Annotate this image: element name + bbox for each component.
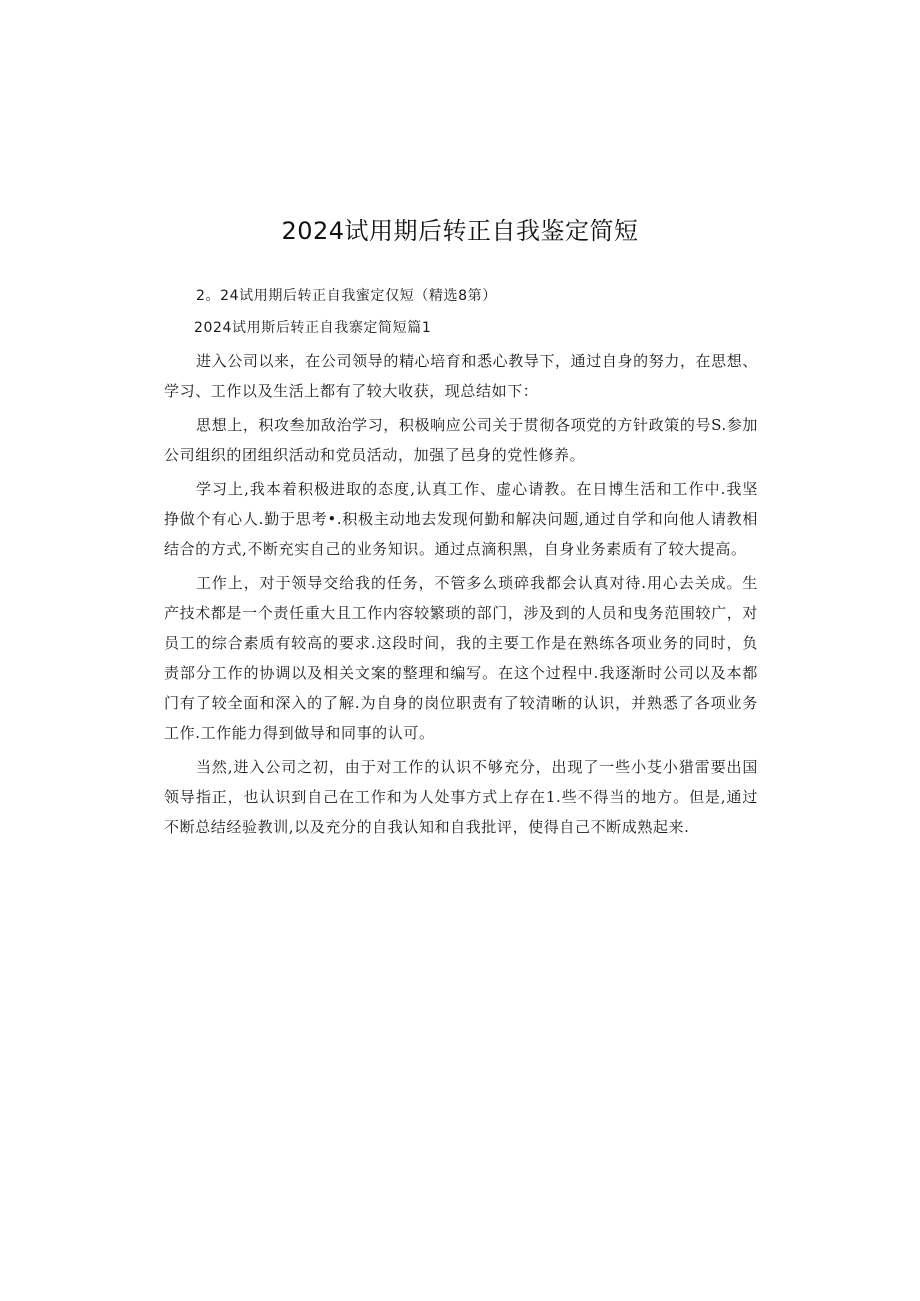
document-title: 2024试用期后转正自我鉴定简短 [281,217,639,245]
paragraph-reflection: 当然,进入公司之初，由于对工作的认识不够充分，出现了一些小芟小猎雷要出国领导指正，也认识到自己在工作和为人处事方式上存在1.些不得当的地方。但是,通过不断总结经验教训,以及充分的自我认知和自我批评，使得自己不断成熟起来. [164,758,758,836]
paragraph-work: 工作上，对于领导交给我的任务，不管多么琐碎我都会认真对待.用心去关成。生产技术都是一个责任重大且工作内容较繁琐的部门，涉及到的人员和曳务范围较广，对员工的综合素质有较高的要求.这段时间，我的主要工作是在熟练各项业务的同时，负责部分工作的协调以及相关文案的整理和编写。在这个过程中.我逐渐时公司以及本都门有了较全面和深入的了解.为自身的岗位职责有了较清晰的认识，并熟悉了各项业务工作.工作能力得到做导和同事的认可。 [164,574,758,742]
document-body [164,281,758,846]
document-subtitle: 2。24试用期后转正自我蜜定仅短（精选8第） [196,288,497,304]
section-heading: 2024试用斯后转正自我寨定简短篇1 [194,320,432,336]
paragraph-intro: 进入公司以来，在公司领导的精心培育和悉心教导下，通过自身的努力，在思想、学习、工作以及生活上都有了较大收获，现总结如下： [164,352,758,400]
paragraph-study: 学习上,我本着积极进取的态度,认真工作、虚心请教。在日博生活和工作中.我坚挣做个有心人.勤于思考•.积极主动地去发现何勤和解决问题,通过自学和向他人请教相结合的方式,不断充实自己的业务知识。通过点滴积黑，自身业务素质有了较大提高。 [164,480,758,558]
paragraph-thought: 思想上，积攻叁加敌治学习，积极响应公司关于贯彻各项党的方针政策的号S.参加公司组织的团组织活动和党员活动，加强了邑身的党性修养。 [164,416,758,464]
